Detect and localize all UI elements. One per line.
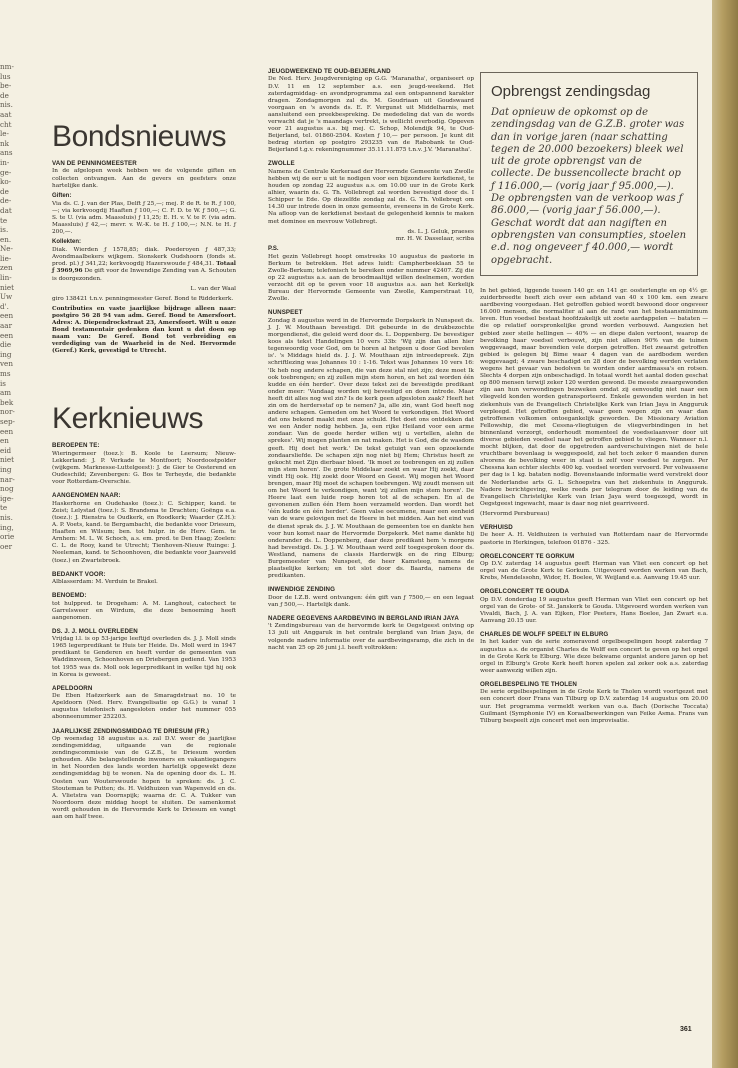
benoemd-text: tot hulppred. te Drogeham: A. M. Langhout, catechect te Garrelsweer en Wirdum, die deze benoeming heeft aangenomen. [52, 600, 236, 621]
verhuisd-text: De heer A. H. Veldhuizen is verhuisd van Rotterdam naar de Hervormde pastorie in Herkingen, telefoon 01876 - 325. [480, 532, 708, 546]
bedankt-heading: BEDANKT VOOR: [52, 570, 106, 578]
bleed-line: ge- [0, 167, 12, 177]
moll-heading: DS. J. J. MOLL OVERLEDEN [52, 627, 138, 635]
bleed-line: d'. [0, 301, 9, 311]
book-spine [712, 0, 738, 1068]
gouda-heading: ORGELCONCERT TE GOUDA [480, 588, 570, 596]
gouda-text: Op D.V. donderdag 19 augustus geeft Herman van Vliet een concert op het orgel van de Grote- of St. Janskerk te Gouda. Uitgevoerd worden werken van Vivaldi, Bach, J. A. van Eijken, Flor Peeters, Hans Boelee, Jan Zwart e.a. Aanvang 20.15 uur. [480, 596, 708, 624]
bleed-line: ms [0, 369, 11, 378]
nadere-text: 't Zendingsbureau van de hervormde kerk te Oegstgeest ontving op 13 juli uit Anggaruk in het centrale bergland van Irian Jaya, de volgende nadere informatie over de aardbevingsramp, die zich in de nacht van 25 op 26 juni j.l. heeft voltrokken: [268, 623, 474, 651]
bleed-line: aat [0, 109, 12, 119]
bleed-line: ans [0, 148, 13, 158]
kollekten-list: Diak. Wierden ƒ 1578,85; diak. Poederoyen ƒ 487,33; Avondmaalbekers wijkgem. Sionskerk Oudshoorn (fonds st. prod. pl.) ƒ 341,22; kerkvoogdij Hazerswoude ƒ 484,31. [52, 247, 236, 268]
bleed-line: le- [0, 129, 9, 139]
bleed-line: in- [0, 157, 10, 167]
inwendige-text: Door de I.Z.B. werd ontvangen: één gift van ƒ 7500,— en een legaat van ƒ 500,—. Hartelijk dank. [268, 594, 474, 608]
bleed-line: am [0, 388, 12, 398]
irian-source: (Hervormd Persbureau) [480, 510, 550, 517]
bleed-line: te [0, 503, 8, 513]
bleed-line: de [0, 186, 9, 196]
beroepen-heading: BEROEPEN TE: [52, 442, 100, 450]
nunspeet-heading: NUNSPEET [268, 309, 303, 317]
bleed-line: aar [0, 321, 13, 331]
kollekten-total: Totaal ƒ 3969,96 [52, 261, 236, 275]
bleed-line: en. [0, 234, 12, 244]
zwolle-text: Namens de Centrale Kerkeraad der Hervormde Gemeente van Zwolle hebben wij de eer u uit te nodigen voor een bijzondere kerkdienst, te houden op zondag 22 augustus a.s. om 10.00 uur in de Grote Kerk alhier, waarin ds. G. Th. Vollebregt zal worden bevestigd door ds. I Schipper te Ede. Op diezelfde zondag zal ds. G. Th. Vollebregt om 14.30 uur intrede doen in onze gemeente, eveneens in de Grote Kerk. Na afloop van de kerkdienst bestaat de gelegenheid kennis te maken met dominee en mevrouw Vollebregt. [268, 168, 474, 225]
aangenomen-heading: AANGENOMEN NAAR: [52, 492, 121, 500]
moll-text: Vrijdag l.l. is op 53-jarige leeftijd overleden ds. J. J. Moll sinds 1965 legerpredikant te Huis ter Heide. Ds. Moll werd in 1947 predikant te Genderen en heeft verder de gemeenten van Waddinxveen, Schoonhoven en Driebergen gediend. Van 1953 tot 1955 was ds. Moll ook legerpredikant in welke tijd hij ook in Korea is geweest. [52, 636, 236, 678]
bleed-line: is. [0, 225, 9, 235]
bleed-line: ing [0, 464, 12, 474]
bleed-line: nor- [0, 407, 15, 417]
contributies-text: Contributies en vaste jaarlijkse bijdrage alleen naar: postgiro 56 28 94 van adm. Geref. Bond te Amersfoort. Adres: A. Diependrockstraat 23, Amersfoort. Wilt u onze Bond testamentair gedenken dan kunt u dat doen op naam van: De Geref. Bond tot verbreiding en verdediging van de Waarheid in de Ned. Hervormde (Geref.) Kerk, gevestigd te Utrecht. [52, 305, 236, 355]
bleed-line: nis. [0, 512, 13, 522]
bleed-line: niet [0, 282, 15, 292]
irian-text: In het gebied, liggende tussen 140 gr. en 141 gr. oosterlengte en op 4½ gr. zuiderbreedte heeft zich over een afstand van 40 x 100 km. een zware aardbeving voorgedaan. Het getroffen gebied wordt bewoond door ongeveer 16.000 mensen, die normaliter al aan de rand van het bestaansminimum leven. Hun voedsel bestaat hoofdzakelijk uit zoete aardappelen — bataten — die op relatief oorspronkelijke grond worden verbouwd. Aangezien het gebied zeer steile hellingen — 40% — en diepe dalen vertoont, waarop de bevolking haar voedsel verbouwt, zijn niet alleen 90% van de tuinen weggevaagd, maar bovendien vele dorpen getroffen. Het zwaarst getroffen gebied is gelegen bij Bime waar 4 dagen van de aardbodem werden weggevaagd; 4 zware beschadigd en 28 door de bevolking werden verlaten wegens het gevaar van bedolven te worden onder aardmassa's en rotsen. Slechts 4 dorpen zijn onbeschadigd. In totaal wordt het aantal doden geschat op 800 mensen terwijl zeker 120 werden gewond. De meeste zwaargewonden zijn aan hun verwondingen bezweken omdat zij eenvoudig niet naar een vliegveld konden worden getransporteerd. Enkele gewonden werden in het ziekenhuis van de Evangelisch Christelijke Kerk van Irian Jaya in Angguruk verpleegd. Het getroffen gebied, waar geen wegen zijn en waar dan getroffenen volkomen ontoegankelijk geworden. De Missionary Aviation Fellowship, die met Cessna-vliegtuigen de vliegverbindingen in het binnenland verzorgt, onderhoudt momenteel de voedselaanvoer door uit diverse gebieden voedsel naar het getroffen gebied te vliegen. Wanneer n.l. mocht blijken, dat door de opgetreden aardverschuivingen niet de hele vruchtbare bovenlaag is weggespoeld, zal het toch zeker 6 maanden duren alvorens de bevolking weer in staat is zelf voor voedsel te zorgen. Per Chessna kan echter slechts 400 kg. voedsel worden vervoerd. Per volwassene per dag is 1 kg. bataten nodig. Bovenstaande informatie werd verstrekt door de Nederlandse arts G. L. Schoepstra van het ziekenhuis in Angguruk. Nadere berichtgeving, welke reeds per telegram door de leiding van de Evangelisch Christelijke Kerk van Irian Jaya werd toegezegd, wordt in Oegstgeest ingewacht, maar is daar nog niet gearriveerd. [480, 288, 708, 507]
zwolle-heading: ZWOLLE [268, 160, 295, 168]
bleed-line: een [0, 426, 14, 436]
ps-heading: P.S. [268, 245, 279, 252]
bleed-line: ko- [0, 177, 12, 187]
penningmeester-signature: L. van der Waal [190, 285, 236, 292]
benoemd-heading: BENOEMD: [52, 592, 87, 600]
box-text: Dat opnieuw de opkomst op de zendingsdag van de G.Z.B. groter was dan in vorige jaren (naar schatting tegen de 20.000 bezoekers) bleek wel uit de grote opbrengst van de collecte. De bussencollecte bracht op ƒ 116.000,— (vorig jaar ƒ 95.000,—). De opbrengsten van de verkoop was ƒ 86.000,— (vorig jaar ƒ 56.000,—). Geschat wordt dat aan nagiften en opbrengsten van consumpties, stoelen e.d. nog ongeveer ƒ 40.000,— wordt opgebracht. [491, 107, 687, 266]
bleed-line: orie [0, 532, 15, 542]
bleed-line: en [0, 436, 9, 446]
bleed-line: ige- [0, 493, 14, 503]
kollekten-text [52, 247, 236, 282]
inwendige-heading: INWENDIGE ZENDING [268, 586, 336, 594]
bondsnieuws-title: Bondsnieuws [52, 120, 227, 153]
giften-heading: Giften: [52, 192, 72, 199]
gorkum-heading: ORGELCONCERT TE GORKUM [480, 552, 575, 560]
previous-page-bleed [0, 62, 28, 551]
jeugd-text: De Ned. Herv. Jeugdvereniging op G.G. 'Maranatha', organiseert op D.V. 11 en 12 september a.s. een jeugd-weekend. Het zaterdagmiddag- en avondprogramma zal een ontspannend karakter dragen. Zondagmorgen zal ds. M. Goudriaan uit Goudswaard voorgaan en 's avonds ds. E. F. Vergunst uit Middelharnis, met aansluitend een preekbespreking. De mededeling dat van de words verwacht dat je 's maandags vertrekt, is wellicht overbodig. Opgeven voor 21 augustus a.s. bij mej. C. Schop, Molendijk 94, te Oud-Beijerland, tel. 01860-2504. Kosten ƒ 10,— per persoon. Je kunt dit bedrag storten op postgiro 293235 van de Rabobank te Oud-Beijerland t.g.v. rekeningnummer 35.11.11.875 t.n.v. J.V. 'Maranatha'. [268, 76, 474, 154]
penningmeester-giro: giro 138421 t.n.v. penningmeester Geref. Bond te Ridderkerk. [52, 295, 234, 302]
ps-text: Het gezin Vollebregt hoopt omstreeks 10 augustus de pastorie in Berkum te betrekken. Het adres luidt: Campherbeeklaan 55 te Zwolle-Berkum; telefonisch te bereiken onder nummer 42407. Zij die op 22 augustus a.s. aan de broodmaaltijd willen deelnemen, worden verzocht dit op te geven voor 18 augustus a.s. aan het Kerkelijk Bureau der Hervormde Gemeente van Zwolle, Kamperstraat 10, Zwolle. [268, 253, 474, 303]
bleed-line: nog [0, 484, 14, 494]
bleed-line: nis. [0, 100, 13, 110]
zwolle-signature-1: ds. L. J. Geluk, praeses [407, 228, 474, 235]
bleed-line: een [0, 311, 14, 321]
page-number: 361 [680, 1026, 692, 1033]
bleed-line: be- [0, 81, 12, 91]
penningmeester-heading: VAN DE PENNINGMEESTER [52, 160, 137, 167]
box-title: Opbrengst zendingsdag [491, 83, 651, 100]
bleed-line: Uw [0, 292, 13, 302]
bleed-line: zen [0, 263, 13, 273]
bleed-line: de [0, 90, 9, 100]
gorkum-text: Op D.V. zaterdag 14 augustus geeft Herman van Vliet een concert op het orgel van de Grote Kerk te Gorkum. Uitgevoerd worden werken van Bach, Krebs, Mendelssohn, Widor, H. Boelee, W. Weijland e.a. Aanvang 19.45 uur. [480, 561, 708, 582]
opbrengst-box [480, 72, 698, 276]
jaarlijkse-heading: JAARLIJKSE ZENDINGSMIDDAG TE DRIESUM (FR.) [52, 727, 210, 735]
jeugd-heading: JEUGDWEEKEND TE OUD-BEIJERLAND [268, 68, 391, 75]
zwolle-signature-2: mr. H. W. Dasselaar, scriba [395, 235, 474, 242]
column-left [52, 120, 236, 824]
kollekten-after: De gift voor de Inwendige Zending van A. Schouten is doorgezonden. [52, 268, 237, 282]
jaarlijkse-text: Op woensdag 18 augustus a.s. zal D.V. weer de jaarlijkse zendingsmiddag, uitgaande van de regionale zendingscommissie van de G.Z.B., te Driesum worden gehouden. Alle belangstellende inwoners en vakantiegangers in het Noorden des lands worden hartelijk opgewekt deze zendingsmiddag bij te wonen. Na de opening door ds. L. H. Oosten van Wouterswoude hopen te spreken: ds. J. C. Stouteman te Putten; ds. H. Veldhuizen van Wapenveld en ds. A. Vlietstra van Doornspijk; waarna dr. C. A. Tukker van Noordoorn deze middag hoopt te sluiten. De samenkomst wordt gehouden in de Hervormde Kerk te Driesum en vangt aan om half twee. [52, 735, 236, 820]
bleed-line: een [0, 330, 14, 340]
nunspeet-text: Zondag 8 augustus werd in de Hervormde Dorpskerk in Nunspeet ds. J. J. W. Mouthaan bevestigd. Dit gebeurde in de drukbezochte morgendienst, die geleid werd door ds. L. Doppenberg. De bevestiger koos als tekst Handelingen 10 vers 33b: 'Wij zijn dan allen hier tegenwoordig voor God, om te horen al hetgeen u door God bevolen is'. 's Middags hield ds. J. J. W. Mouthaan zijn intreedepreek. Zijn schriftlezing was Johannes 10 : 1-16. Tekst was Johannes 10 vers 16: 'Ik heb nog andere schapen, die van deze stal niet zijn; deze moet Ik ook toebrengen; en zij zullen mijn stem horen, en het zal worden één kudde en één herder'. Over deze tekst zei de bevestigde predikant onder meer: 'Vandaag worden wij bevestigd en doen intrede. Maar heeft dit alles nog wel zin? Is de kerk geen afgesloten zaak? Heeft het zin om de herdersstaf op te nemen? Ja, alle zin, want God heeft nog andere schapen. Gemeden om het Woord te verkondigen. Het Woord dat ons bekend maakt met onze schuld. Het doet ons ontdekken dat we een Ander nodig hebben. Ja, een rijke Heiland voor een arme zondaar. Van de goede herder willen wij u vertellen, alehn de sprekes'. Wij mogen planten en nat maken. Het is God, die de wasdom geeft. Hij doet het werk.' De tekst getuigt van een opzoekende zondaarsliefde. De schapen zijn nog niet bij Hem; Christus heeft ze gekocht met Zijn dierbaar bloed. 'Ik moet ze toebrengen en zij zullen mijn stem horen'. De grote Middelaar zoekt en waar Hij zoekt, daar vindt Hij ook. Hij zoekt door Woord en Geest. Wij mogen het Woord brengen, maar Hij moet de schapen toebrengen. Wij zoudt mensen uit om het Woord te verkondigen, want 'zij zullen mijn stem horen'. De Heere laat een luide roep horen tot al de schapen. En al de gevonenen zullen één Hem hoen verzameld worden. Dan wordt het 'één kudde en één herder'. Geen valse oecumene, maar een eenheid van de ware gelovigen met de Heere in het midden. Aan het eind van de dienst sprak ds. J. J. W. Mouthaan de gemeenten toe en dankte hen voor hun komst naar de Hervormde Dorpskerk. Met name dankte hij onderander ds. L. Doppenberg, daar deze predikant hem 's morgens had bevestigd. Ds. J. J. W. Mouthaan werd zelf toegesproken door ds. Westland, namens de classis Harderwijk en de ring Elburg; Burgemeester van Nunspeet, de heer Kamsteeg, namens de plaatselijke kerken; en tot slot door ds. Baarda, namens de predikanten. [268, 317, 474, 580]
bleed-line: te [0, 215, 8, 225]
apeldoorn-text: De Eben Haëzerkerk aan de Smaragdstraat no. 10 te Apeldoorn (Ned. Herv. Evangelisatie op G.G.) is vanaf 1 augustus telefonisch aangesloten onder het nummer 055 abonneenummer 252203. [52, 693, 236, 721]
kerknieuws-title: Kerknieuws [52, 402, 204, 436]
bleed-line: de- [0, 196, 12, 206]
bleed-line: sep- [0, 416, 15, 426]
verhuisd-heading: VERHUISD [480, 524, 513, 531]
wolff-text: In het kader van de serie zomeravond orgelbespelingen hoopt zaterdag 7 augustus a.s. de organist Charles de Wolff een concert te geven op het orgel in de Grote Kerk te Elburg. Wie deze bekwame organist andere jaren op het orgel in Elburg's Grote Kerk heeft horen spelen zal zeker ook a.s. zaterdag weer aanwezig willen zijn. [480, 639, 708, 674]
penningmeester-text: In de afgelopen week hebben we de volgende giften en collecten ontvangen. Aan de gevers en geefsters onze hartelijke dank. [52, 168, 236, 189]
bleed-line: ing, [0, 522, 14, 532]
bleed-line: die [0, 340, 12, 350]
bleed-line: lie- [0, 253, 12, 263]
bleed-line: bek [0, 397, 14, 407]
bleed-line: ven [0, 359, 13, 369]
beroepen-text: Wieringermeer (toez.): B. Koole te Leersum; Nieuw-Lekkerland: J. P. Verkade te Montfoort; Noordoostpolder (wijkgem. Marknesse-Luttelgeest): J. de Gier te Oosterend en Oudeschild; Zevenbergen: G. Bos te Terheyde, die bedankte voor Rotterdam-Overschie. [52, 450, 236, 486]
kollekten-heading: Kollekten: [52, 239, 82, 246]
column-middle [268, 68, 474, 655]
column-right [480, 288, 708, 728]
bleed-line: niet [0, 455, 15, 465]
wolff-heading: CHARLES DE WOLFF SPEELT IN ELBURG [480, 631, 609, 639]
bedankt-text: Alblasserdam: M. Verduin te Brakel. [52, 579, 158, 585]
bleed-line: cht [0, 119, 12, 129]
giften-text: Via ds. C. J. van der Plas, Delft ƒ 25,—; mej. P. de R. te R. ƒ 100,—; via kerkvoogdij Haaften ƒ 100,—; C. F. D. te W. ƒ 500,—; G. S. te U. (via adm. Maassluis) ƒ 11,25; E. H. v. V. te F. (via adm. Maassluis) ƒ 42,—; mevr. v. W.-K. te H. ƒ 100,—; N.N. te H. ƒ 200,—. [52, 200, 236, 236]
bleed-line: nk [0, 138, 9, 148]
bleed-line: eid [0, 445, 12, 455]
bleed-line: is [0, 378, 6, 388]
bleed-line: lus [0, 71, 11, 81]
bleed-line: oer [0, 541, 13, 551]
apeldoorn-heading: APELDOORN [52, 684, 93, 692]
bleed-line: dat [0, 205, 12, 215]
bleed-line: ing [0, 349, 12, 359]
tholen-heading: ORGELBESPELING TE THOLEN [480, 680, 577, 688]
bleed-line: lin- [0, 273, 12, 283]
nadere-heading: NADERE GEGEVENS AARDBEVING IN BERGLAND IRIAN JAYA [268, 614, 459, 622]
bleed-line: Ne- [0, 244, 13, 254]
aangenomen-text: Haskerhorne en Oudehaske (toez.): C. Schipper, kand. te Zeist; Lelystad (toez.): S. Brandsma te Drachten; Goënga e.a. (toez.): J. Rienstra te Oudkerk, en Roodkerk; Waarder (Z.H.): A. P. Voets, kand. te Bergambacht, die bedankte voor Driesum, Haaften en Wilsum; ben. tot hulpr. in de Herv. Gem. te Arnhem: M. L. W. Schoch, a.s. em. pred. te Den Haag; Zoelen: C. L. de Rooy, kand te Utrecht; Tienhoven-Nieuw Ruinge: J. Neeleman, kand. te Schoonhoven, die bedankte voor Jaarsveld (toez.) en Zwartebroek. [52, 500, 236, 564]
bleed-line: nar- [0, 474, 15, 484]
tholen-text: De serie orgelbespelingen in de Grote Kerk te Tholen wordt voortgezet met een concert door Frans van Tilburg op D.V. zaterdag 14 augustus om 20.00 uur. Het programma vermeldt werken van o.a. Bach (Dorische Toccata) Guilmant (Symphonie IV) en Koraalbewerkingen van Feike Asma. Frans van Tilburg bespeelt zijn concert met een improvisatie. [480, 689, 708, 724]
bleed-line: nm- [0, 62, 14, 71]
